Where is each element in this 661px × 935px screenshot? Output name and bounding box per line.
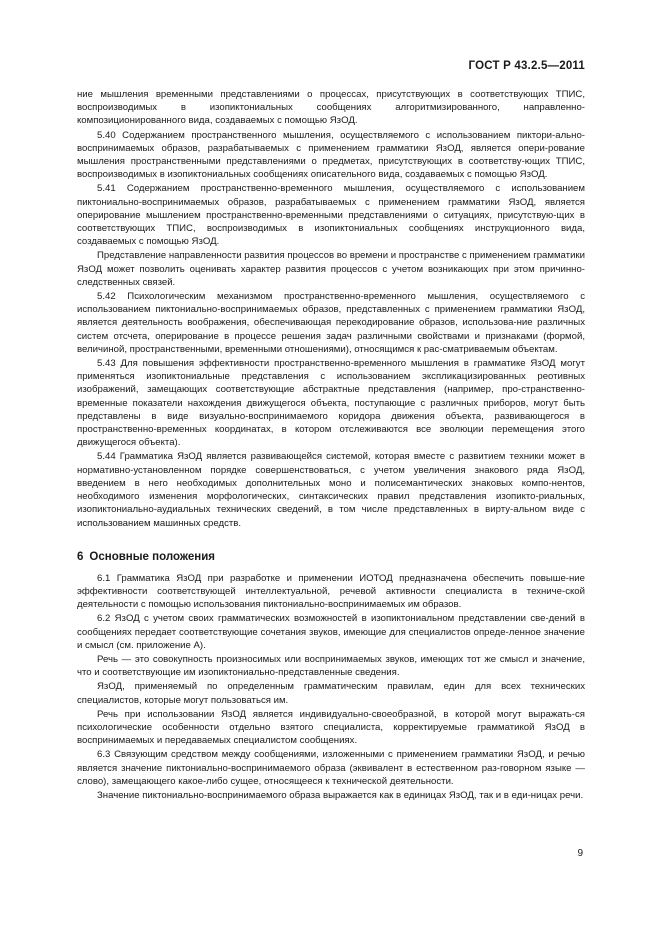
paragraph-6-3: 6.3 Связующим средством между сообщениями, изложенными с применением грамматики ЯзОД, и речью является значение пиктониально-воспринимаемого образа (эквивалент в естественном раз-говорном языке — слово), замещающего какое-либо сущее, относящееся к технической деятельности.	[77, 749, 585, 787]
section-title: Основные положения	[89, 550, 215, 563]
document-code-header: ГОСТ Р 43.2.5—2011	[468, 60, 585, 72]
paragraph-5-44: 5.44 Грамматика ЯзОД является развивающейся системой, которая вместе с развитием техники может в нормативно-установленном порядке совершенствоваться, с учетом увеличения знакового ряда ЯзОД, введением в него необходимых дополнительных моно и полисемантических знаковых компо-нентов, необходимого изменения морфологических, синтаксических правил представления изопикто-риальных, изопиктониально-аудиальных технических сведений, в том числе представленных в вирту-альном виде с использованием машинных средств.	[77, 451, 585, 529]
paragraph-speech-individual: Речь при использовании ЯзОД является индивидуально-своеобразной, в которой могут выражать-ся психологические особенности отдельно взятого специалиста, корректируемые грамматикой ЯзОД в воспринимаемых и передаваемых специалистом сообщениях.	[77, 708, 585, 747]
section-number: 6	[77, 550, 84, 563]
paragraph-5-41-note: Представление направленности развития процессов во времени и пространстве с применением грамматики ЯзОД может позволить оценивать характер развития процессов с учетом возникающих при этом причинно-следственных связей.	[77, 250, 585, 288]
paragraph-continuation: ние мышления временными представлениями о процессах, присутствующих в соответствующих ТПИС, воспроизводимых в изопиктониальных сообщениях алгоритмизированного, направленно-композиционированного вида, создаваемых с помощью ЯзОД.	[77, 89, 585, 127]
paragraph-5-41: 5.41 Содержанием пространственно-временного мышления, осуществляемого с использованием пиктониально-воспринимаемых образов, разрабатываемых с применением грамматики ЯзОД, является оперирование мышлением пространственно-временными представлениями о ситуациях, присутствую-щих в соответствующих ТПИС, воспроизводимых в изопиктониальных сообщениях инструкционного вида, создаваемых с помощью ЯзОД.	[77, 183, 585, 248]
paragraph-5-40: 5.40 Содержанием пространственного мышления, осуществляемого с использованием пиктори-ально-воспринимаемых образов, разрабатываемых с применением грамматики ЯзОД, является опери-рование мышления пространственными представлениями о предметах, присутствующих в соответству-ющих ТПИС, воспроизводимых в изопиктониальных сообщениях описательного вида, создаваемых с помощью ЯзОД.	[77, 129, 585, 181]
paragraph-image-meaning: Значение пиктониально-воспринимаемого образа выражается как в единицах ЯзОД, так и в еди-ницах речи.	[97, 789, 584, 801]
paragraph-5-43: 5.43 Для повышения эффективности пространственно-временного мышления в грамматике ЯзОД могут применяться изопиктониальные представления с использованием экспликацизированных реотивных изображений, замещающих соответствующие абстрактные представления (например, про-странственно-временные показатели нахождения движущегося объекта, поступающие с различных приборов, могут быть представлены в виде визуально-воспринимаемого коридора движения объекта, развивающегося в пространственно-временных координатах, в котором отслеживаются все эволюции перемещения этого движущегося объекта).	[77, 358, 585, 449]
page-number: 9	[577, 848, 583, 859]
paragraph-yazod-unified: ЯзОД, применяемый по определенным грамматическим правилам, един для всех технических специалистов, которые могут пользоваться им.	[77, 681, 585, 706]
section-heading	[77, 550, 585, 564]
paragraph-speech-definition: Речь — это совокупность произносимых или воспринимаемых звуков, имеющих тот же смысл и значение, что и соответствующие им изопиктониально-представленные сведения.	[77, 653, 585, 679]
paragraph-6-1: 6.1 Грамматика ЯзОД при разработке и применении ИОТОД предназначена обеспечить повыше-ние эффективности соответствующей интеллектуальной, речевой активности специалиста в техниче-ской деятельности с помощью использования пиктониально-воспринимаемых им образов.	[77, 572, 585, 611]
paragraph-5-42: 5.42 Психологическим механизмом пространственно-временного мышления, осуществляемого с использованием пиктониально-воспринимаемых образов, представленных с применением грамматики ЯзОД, является деятельность воображения, обеспечивающая перекодирование образов, использова-ние различных систем отсчета, оперирование в процессе решения задач различными свойствами и признаками (формой, величиной, пространственными, временными отношениями), относящимся к рас-сматриваемым объектам.	[77, 291, 585, 355]
paragraph-6-2: 6.2 ЯзОД с учетом своих грамматических возможностей в изопиктониальном представлении све-дений в сообщениях передает соответствующие сочетания звуков, имеющие для специалистов опреде-ленное значение и смысл (см. приложение А).	[77, 613, 585, 651]
body-text	[77, 88, 585, 803]
